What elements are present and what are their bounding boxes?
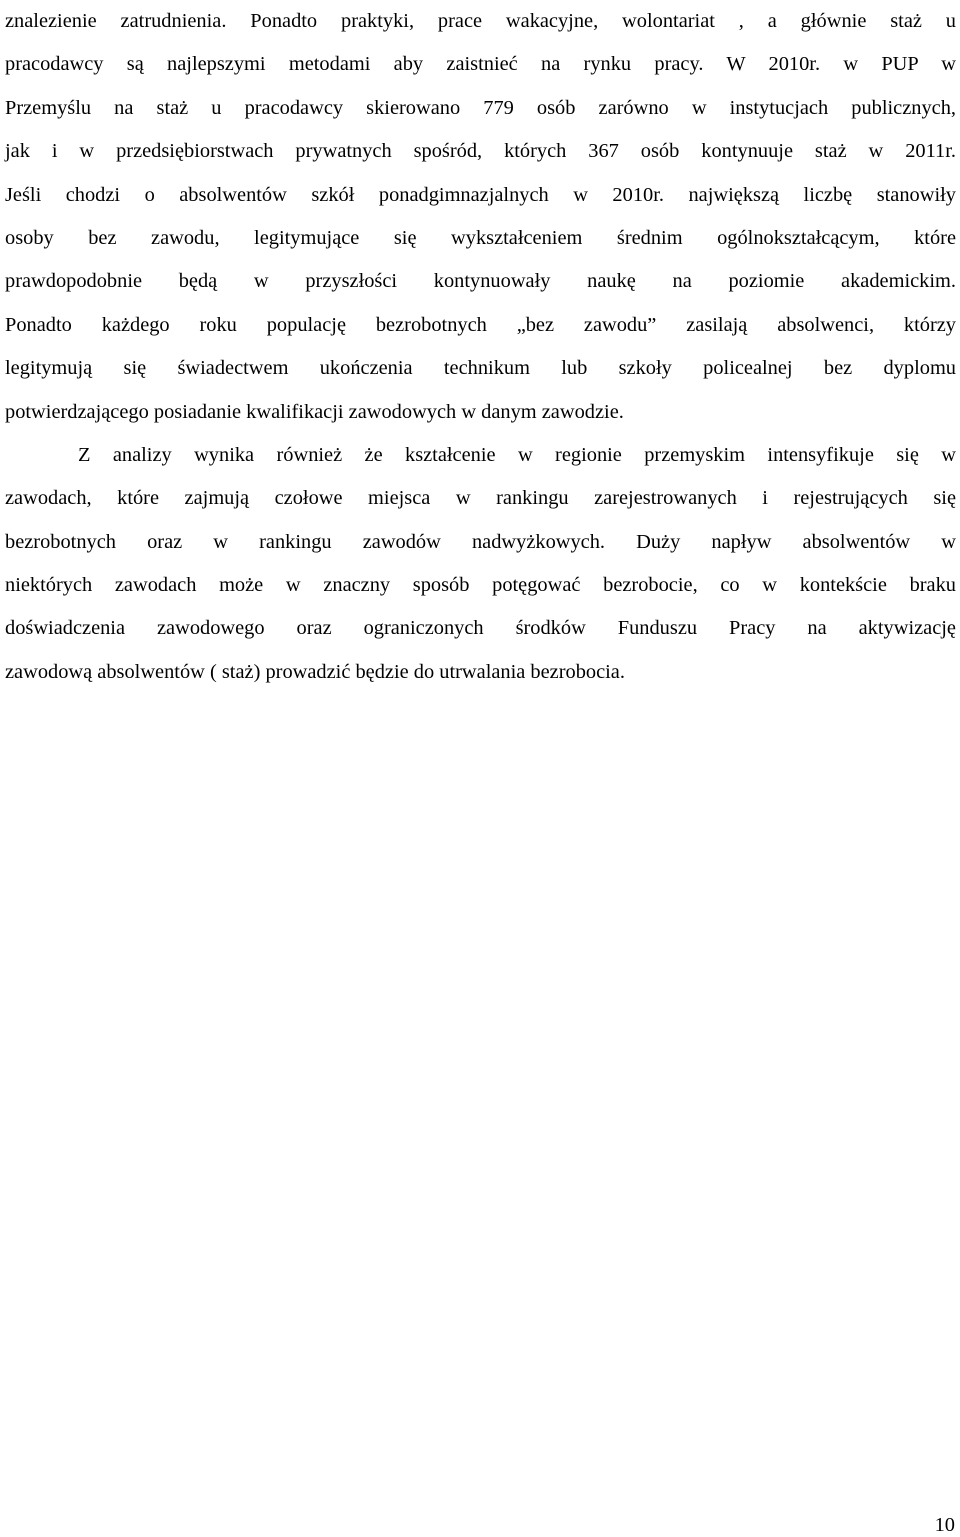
text-line: Z analizy wynika również że kształcenie w regionie przemyskim intensyfikuje się w <box>78 443 956 466</box>
text-line: Ponadto każdego roku populację bezrobotnych „bez zawodu” zasilają absolwenci, którzy <box>5 313 956 336</box>
text-line: zawodach, które zajmują czołowe miejsca w rankingu zarejestrowanych i rejestrujących się <box>5 487 956 510</box>
text-line: jak i w przedsiębiorstwach prywatnych spośród, których 367 osób kontynuuje staż w 2011r. <box>5 140 956 163</box>
text-line: niektórych zawodach może w znaczny sposób potęgować bezrobocie, co w kontekście braku <box>5 574 956 597</box>
text-line: legitymują się świadectwem ukończenia technikum lub szkoły policealnej bez dyplomu <box>5 357 956 380</box>
text-line: prawdopodobnie będą w przyszłości kontynuowały naukę na poziomie akademickim. <box>5 270 956 293</box>
text-line: zawodową absolwentów ( staż) prowadzić będzie do utrwalania bezrobocia. <box>5 660 625 683</box>
text-line: znalezienie zatrudnienia. Ponadto praktyki, prace wakacyjne, wolontariat , a głównie staż u <box>5 10 956 32</box>
text-line: potwierdzającego posiadanie kwalifikacji zawodowych w danym zawodzie. <box>5 400 624 423</box>
text-line: Przemyślu na staż u pracodawcy skierowano 779 osób zarówno w instytucjach publicznych, <box>5 96 956 119</box>
text-line: pracodawcy są najlepszymi metodami aby zaistnieć na rynku pracy. W 2010r. w PUP w <box>5 53 956 76</box>
body-text <box>5 0 956 694</box>
text-line: osoby bez zawodu, legitymujące się wykształceniem średnim ogólnokształcącym, które <box>5 226 956 249</box>
text-line: doświadczenia zawodowego oraz ograniczonych środków Funduszu Pracy na aktywizację <box>5 617 956 640</box>
text-line: bezrobotnych oraz w rankingu zawodów nadwyżkowych. Duży napływ absolwentów w <box>5 530 956 553</box>
page-number: 10 <box>934 1514 955 1536</box>
text-line: Jeśli chodzi o absolwentów szkół ponadgimnazjalnych w 2010r. największą liczbę stanowiły <box>5 183 956 206</box>
